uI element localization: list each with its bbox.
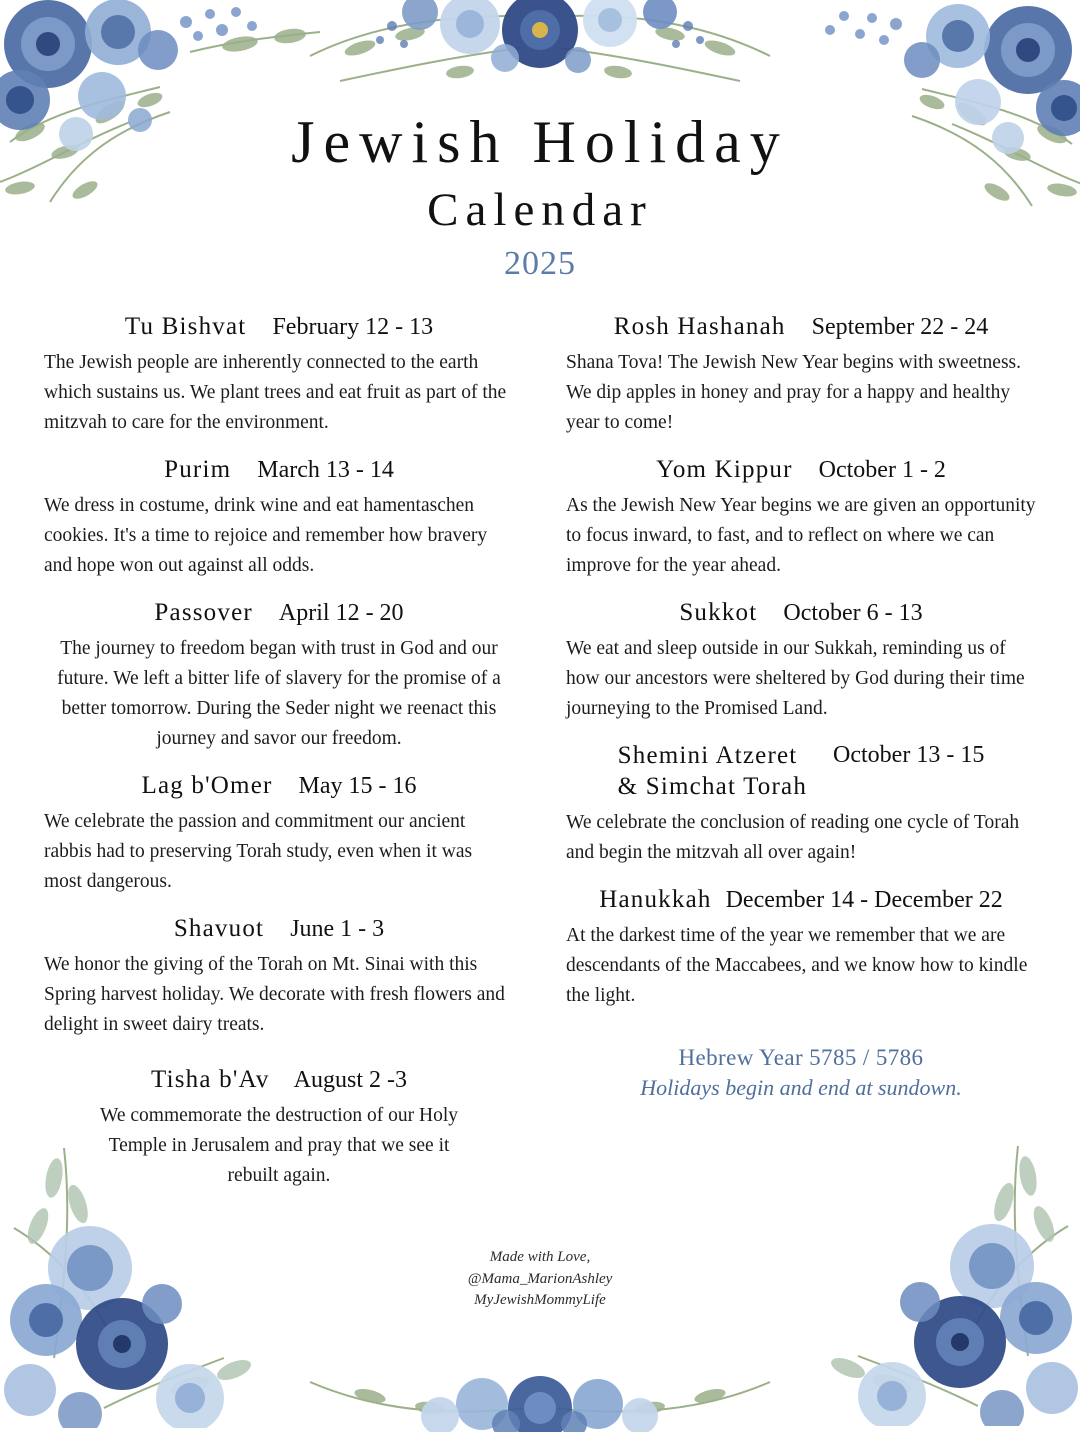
- holiday-entry-hanukkah: [566, 886, 1036, 1011]
- credit-block: [0, 1247, 1080, 1312]
- entry-header: [44, 313, 514, 341]
- holiday-entry-purim: [44, 456, 514, 581]
- entry-header: [44, 1066, 514, 1094]
- entry-header: [566, 313, 1036, 341]
- entry-header: [566, 599, 1036, 627]
- sundown-note: Holidays begin and end at sundown.: [640, 1075, 962, 1101]
- holiday-name: Shavuot: [173, 915, 265, 943]
- entry-header: [44, 599, 514, 627]
- holiday-entry-rosh-hashanah: [566, 313, 1036, 438]
- holiday-entry-shemini-atzeret: [566, 742, 1036, 868]
- holiday-date: October 6 - 13: [783, 600, 923, 627]
- holiday-name: Shemini Atzeret: [617, 742, 798, 770]
- entry-header: [566, 456, 1036, 484]
- holiday-name: Lag b'Omer: [141, 772, 273, 800]
- holiday-description: We commemorate the destruction of our Holy Temple in Jerusalem and pray that we see it rebuilt again.: [100, 1105, 458, 1187]
- holiday-name-stack: [618, 742, 807, 801]
- page-title: Jewish Holiday: [291, 109, 789, 175]
- holiday-description: The Jewish people are inherently connected to the earth which sustains us. We plant trees and eat fruit as part of the mitzvah to care for the environment.: [44, 352, 507, 434]
- holiday-description: Shana Tova! The Jewish New Year begins with sweetness. We dip apples in honey and pray for a happy and healthy year to come!: [566, 352, 1022, 434]
- holiday-date: May 15 - 16: [298, 773, 417, 800]
- hebrew-year-note: [566, 1045, 1036, 1101]
- holiday-entry-lag-bomer: [44, 772, 514, 897]
- holiday-description: We celebrate the passion and commitment our ancient rabbis had to preserving Torah study, even when it was most dangerous.: [44, 811, 473, 893]
- holiday-name: Hanukkah: [599, 886, 712, 914]
- holiday-description: The journey to freedom began with trust in God and our future. We left a bitter life of slavery for the promise of a better tomorrow. During the Seder night we reenact this journey and savor our freedom.: [57, 638, 501, 750]
- holiday-entry-yom-kippur: [566, 456, 1036, 581]
- holiday-date: December 14 - December 22: [725, 887, 1003, 914]
- holiday-date: April 12 - 20: [278, 600, 404, 627]
- holiday-description: We honor the giving of the Torah on Mt. Sinai with this Spring harvest holiday. We decorate with fresh flowers and delight in sweet dairy treats.: [44, 954, 505, 1036]
- entry-header: [44, 456, 514, 484]
- page-header: [0, 0, 1080, 283]
- holiday-entry-sukkot: [566, 599, 1036, 724]
- holiday-description: We eat and sleep outside in our Sukkah, reminding us of how our ancestors were sheltered by God during their time journeying to the Promised Land.: [566, 638, 1025, 720]
- entry-header: [566, 886, 1036, 914]
- hebrew-year-label: Hebrew Year 5785 / 5786: [678, 1045, 924, 1071]
- holiday-name: Yom Kippur: [656, 456, 793, 484]
- holiday-name-second-line: & Simchat Torah: [617, 773, 808, 801]
- holiday-name: Sukkot: [679, 599, 758, 627]
- holiday-date: February 12 - 13: [272, 314, 434, 341]
- page-year: 2025: [504, 245, 576, 283]
- credit-line-1: Made with Love,: [489, 1248, 591, 1265]
- holiday-date: March 13 - 14: [257, 457, 394, 484]
- entry-header: [566, 742, 1036, 801]
- credit-site: MyJewishMommyLife: [474, 1292, 606, 1309]
- holiday-description: We dress in costume, drink wine and eat hamentaschen cookies. It's a time to rejoice and remember how bravery and hope won out against all odds.: [44, 495, 488, 577]
- floral-bottom-center: [300, 1312, 780, 1432]
- credit-handle: @Mama_MarionAshley: [467, 1270, 613, 1287]
- holiday-entry-shavuot: [44, 915, 514, 1040]
- entry-header: [44, 772, 514, 800]
- holiday-description: As the Jewish New Year begins we are given an opportunity to focus inward, to fast, and to reflect on where we can improve for the year ahead.: [566, 495, 1036, 577]
- left-column: [44, 313, 540, 1209]
- holiday-name: Purim: [164, 456, 232, 484]
- holiday-entry-tisha-bav: [44, 1066, 514, 1191]
- holiday-description: At the darkest time of the year we remember that we are descendants of the Maccabees, and we know how to kindle the light.: [566, 925, 1028, 1007]
- holiday-date: October 1 - 2: [818, 457, 946, 484]
- holiday-description: We celebrate the conclusion of reading one cycle of Torah and begin the mitzvah all over again!: [566, 812, 1020, 864]
- entry-header: [44, 915, 514, 943]
- holiday-name: Passover: [154, 599, 253, 627]
- holiday-date: August 2 -3: [293, 1067, 407, 1094]
- holiday-name: Tisha b'Av: [151, 1066, 270, 1094]
- right-column: [540, 313, 1036, 1209]
- holiday-name: Rosh Hashanah: [613, 313, 786, 341]
- holiday-date: June 1 - 3: [290, 916, 385, 943]
- holiday-date: September 22 - 24: [811, 314, 989, 341]
- holiday-columns: [0, 313, 1080, 1209]
- page-subtitle: Calendar: [427, 184, 653, 237]
- holiday-date: October 13 - 15: [833, 742, 985, 769]
- holiday-entry-passover: [44, 599, 514, 754]
- holiday-name: Tu Bishvat: [124, 313, 247, 341]
- holiday-entry-tu-bishvat: [44, 313, 514, 438]
